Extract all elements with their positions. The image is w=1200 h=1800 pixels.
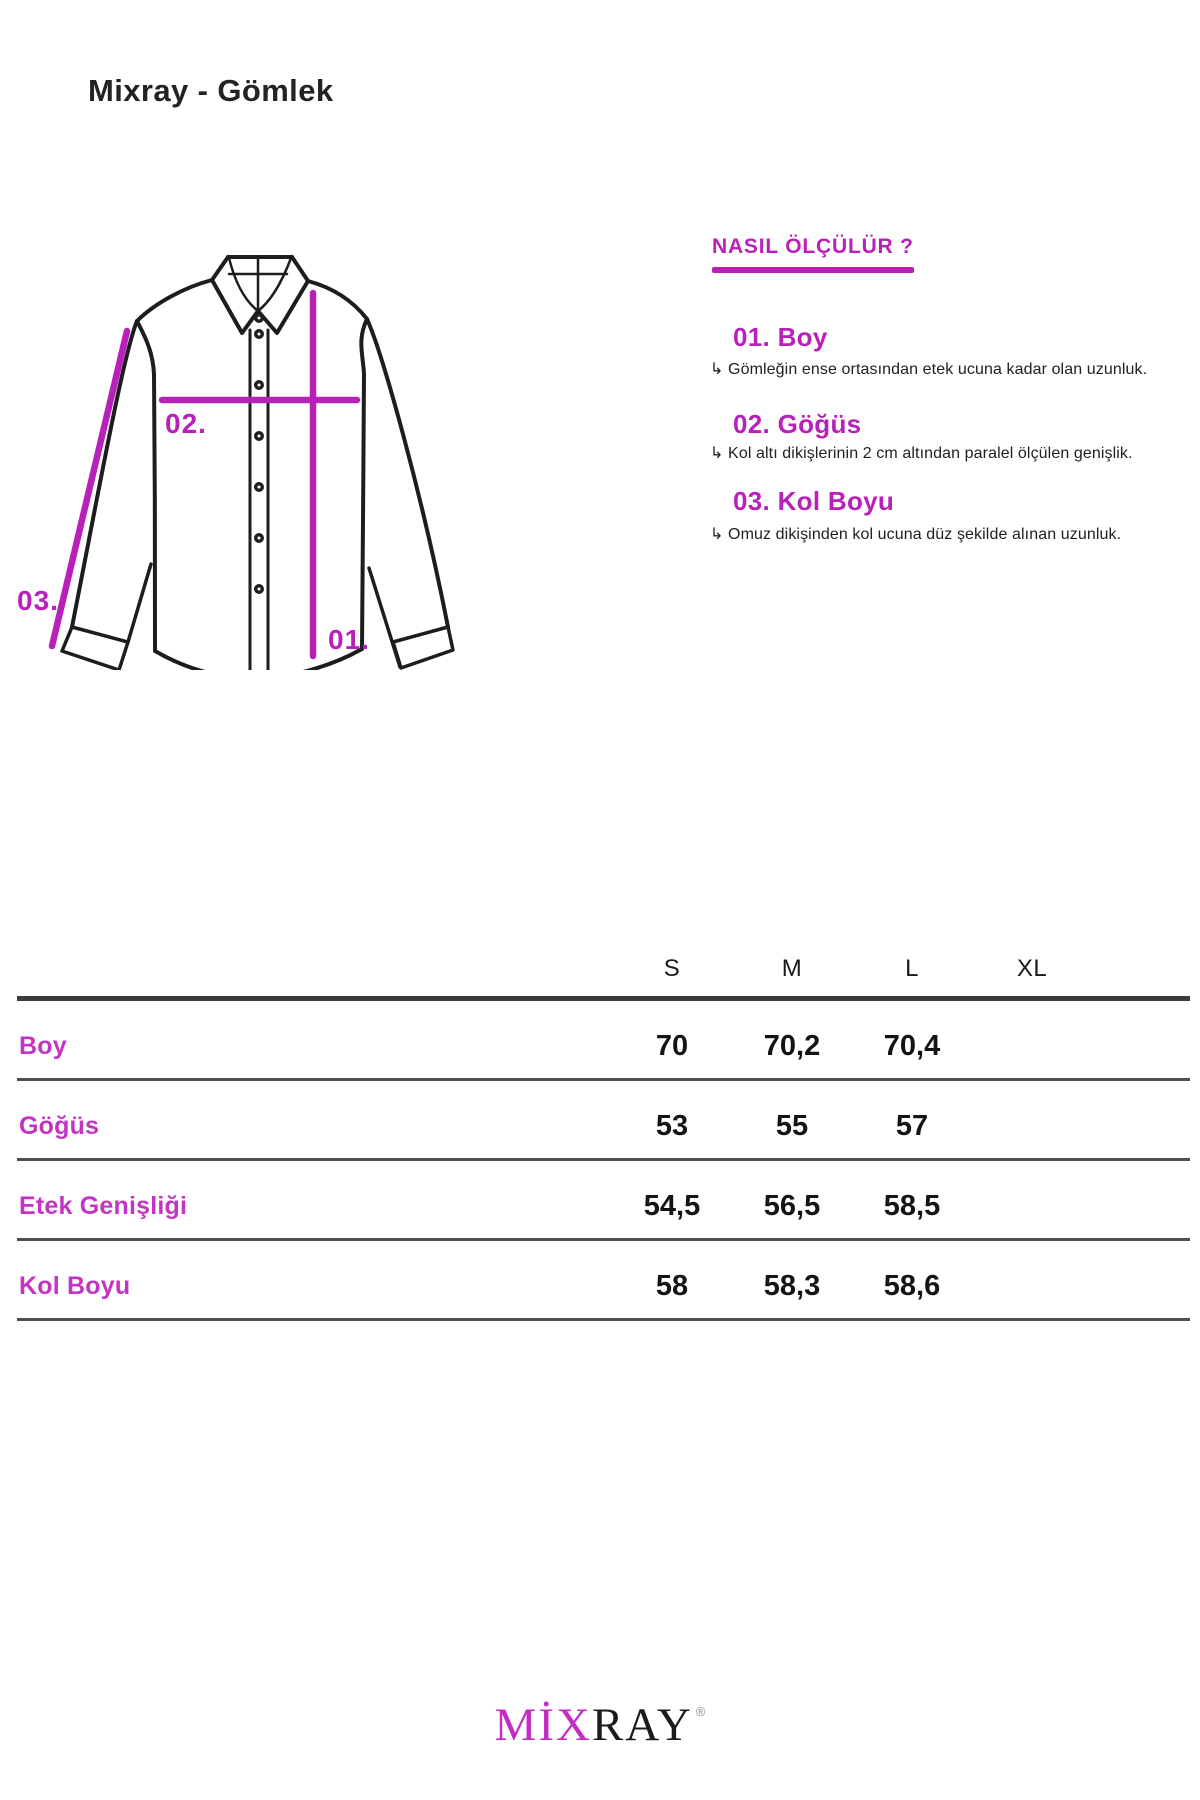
column-header-xl: XL: [1016, 955, 1048, 982]
size-value: 70,4: [883, 1030, 941, 1062]
brand-logo-mix: MİX: [494, 1699, 592, 1751]
diagram-label-01: 01.: [328, 624, 370, 655]
size-value: 58,3: [763, 1270, 821, 1302]
column-header-s: S: [663, 955, 681, 982]
row-label-gogus: Göğüs: [19, 1112, 100, 1140]
howto-heading: NASIL ÖLÇÜLÜR ?: [712, 235, 914, 258]
size-value: 58,6: [883, 1270, 941, 1302]
howto-item-title-kol-boyu: 03. Kol Boyu: [733, 486, 895, 516]
howto-item-desc-boy: ↳ Gömleğin ense ortasından etek ucuna kadar olan uzunluk.: [710, 361, 1148, 378]
brand-logo: [0, 1700, 1200, 1752]
table-row-gogus: [17, 1081, 1190, 1161]
table-row-etek-genisligi: [17, 1161, 1190, 1241]
size-value: 70,2: [763, 1030, 821, 1062]
size-value: 53: [655, 1110, 689, 1142]
registered-trademark-icon: ®: [695, 1704, 706, 1719]
size-table: [17, 930, 1190, 1321]
size-value: 57: [895, 1110, 929, 1142]
size-value: 56,5: [763, 1190, 821, 1222]
howto-item-desc-gogus: ↳ Kol altı dikişlerinin 2 cm altından paralel ölçülen genişlik.: [710, 445, 1133, 462]
row-label-kol-boyu: Kol Boyu: [19, 1272, 131, 1300]
howto-item-title-gogus: 02. Göğüs: [733, 409, 862, 439]
size-table-header-row: [17, 930, 1190, 1001]
howto-item-desc-kol-boyu: ↳ Omuz dikişinden kol ucuna düz şekilde alınan uzunluk.: [710, 526, 1122, 543]
diagram-label-03: 03.: [17, 585, 59, 616]
size-value: 58,5: [883, 1190, 941, 1222]
column-header-m: M: [781, 955, 803, 982]
table-row-boy: [17, 1001, 1190, 1081]
row-label-etek-genisligi: Etek Genişliği: [19, 1192, 188, 1220]
measure-line-03-sleeve: [52, 331, 127, 646]
size-value: 70: [655, 1030, 689, 1062]
diagram-label-02: 02.: [165, 408, 207, 439]
shirt-buttons: [254, 313, 264, 594]
howto-heading-underline: [712, 267, 914, 273]
size-value: 55: [775, 1110, 809, 1142]
column-header-l: L: [905, 955, 919, 982]
brand-logo-ray: RAY: [591, 1699, 693, 1751]
shirt-measurement-diagram: [15, 190, 475, 670]
size-value: 58: [655, 1270, 689, 1302]
row-label-boy: Boy: [19, 1032, 67, 1060]
howto-item-title-boy: 01. Boy: [733, 322, 828, 352]
size-value: 54,5: [643, 1190, 701, 1222]
page-title: Mixray - Gömlek: [88, 73, 334, 108]
table-row-kol-boyu: [17, 1241, 1190, 1321]
